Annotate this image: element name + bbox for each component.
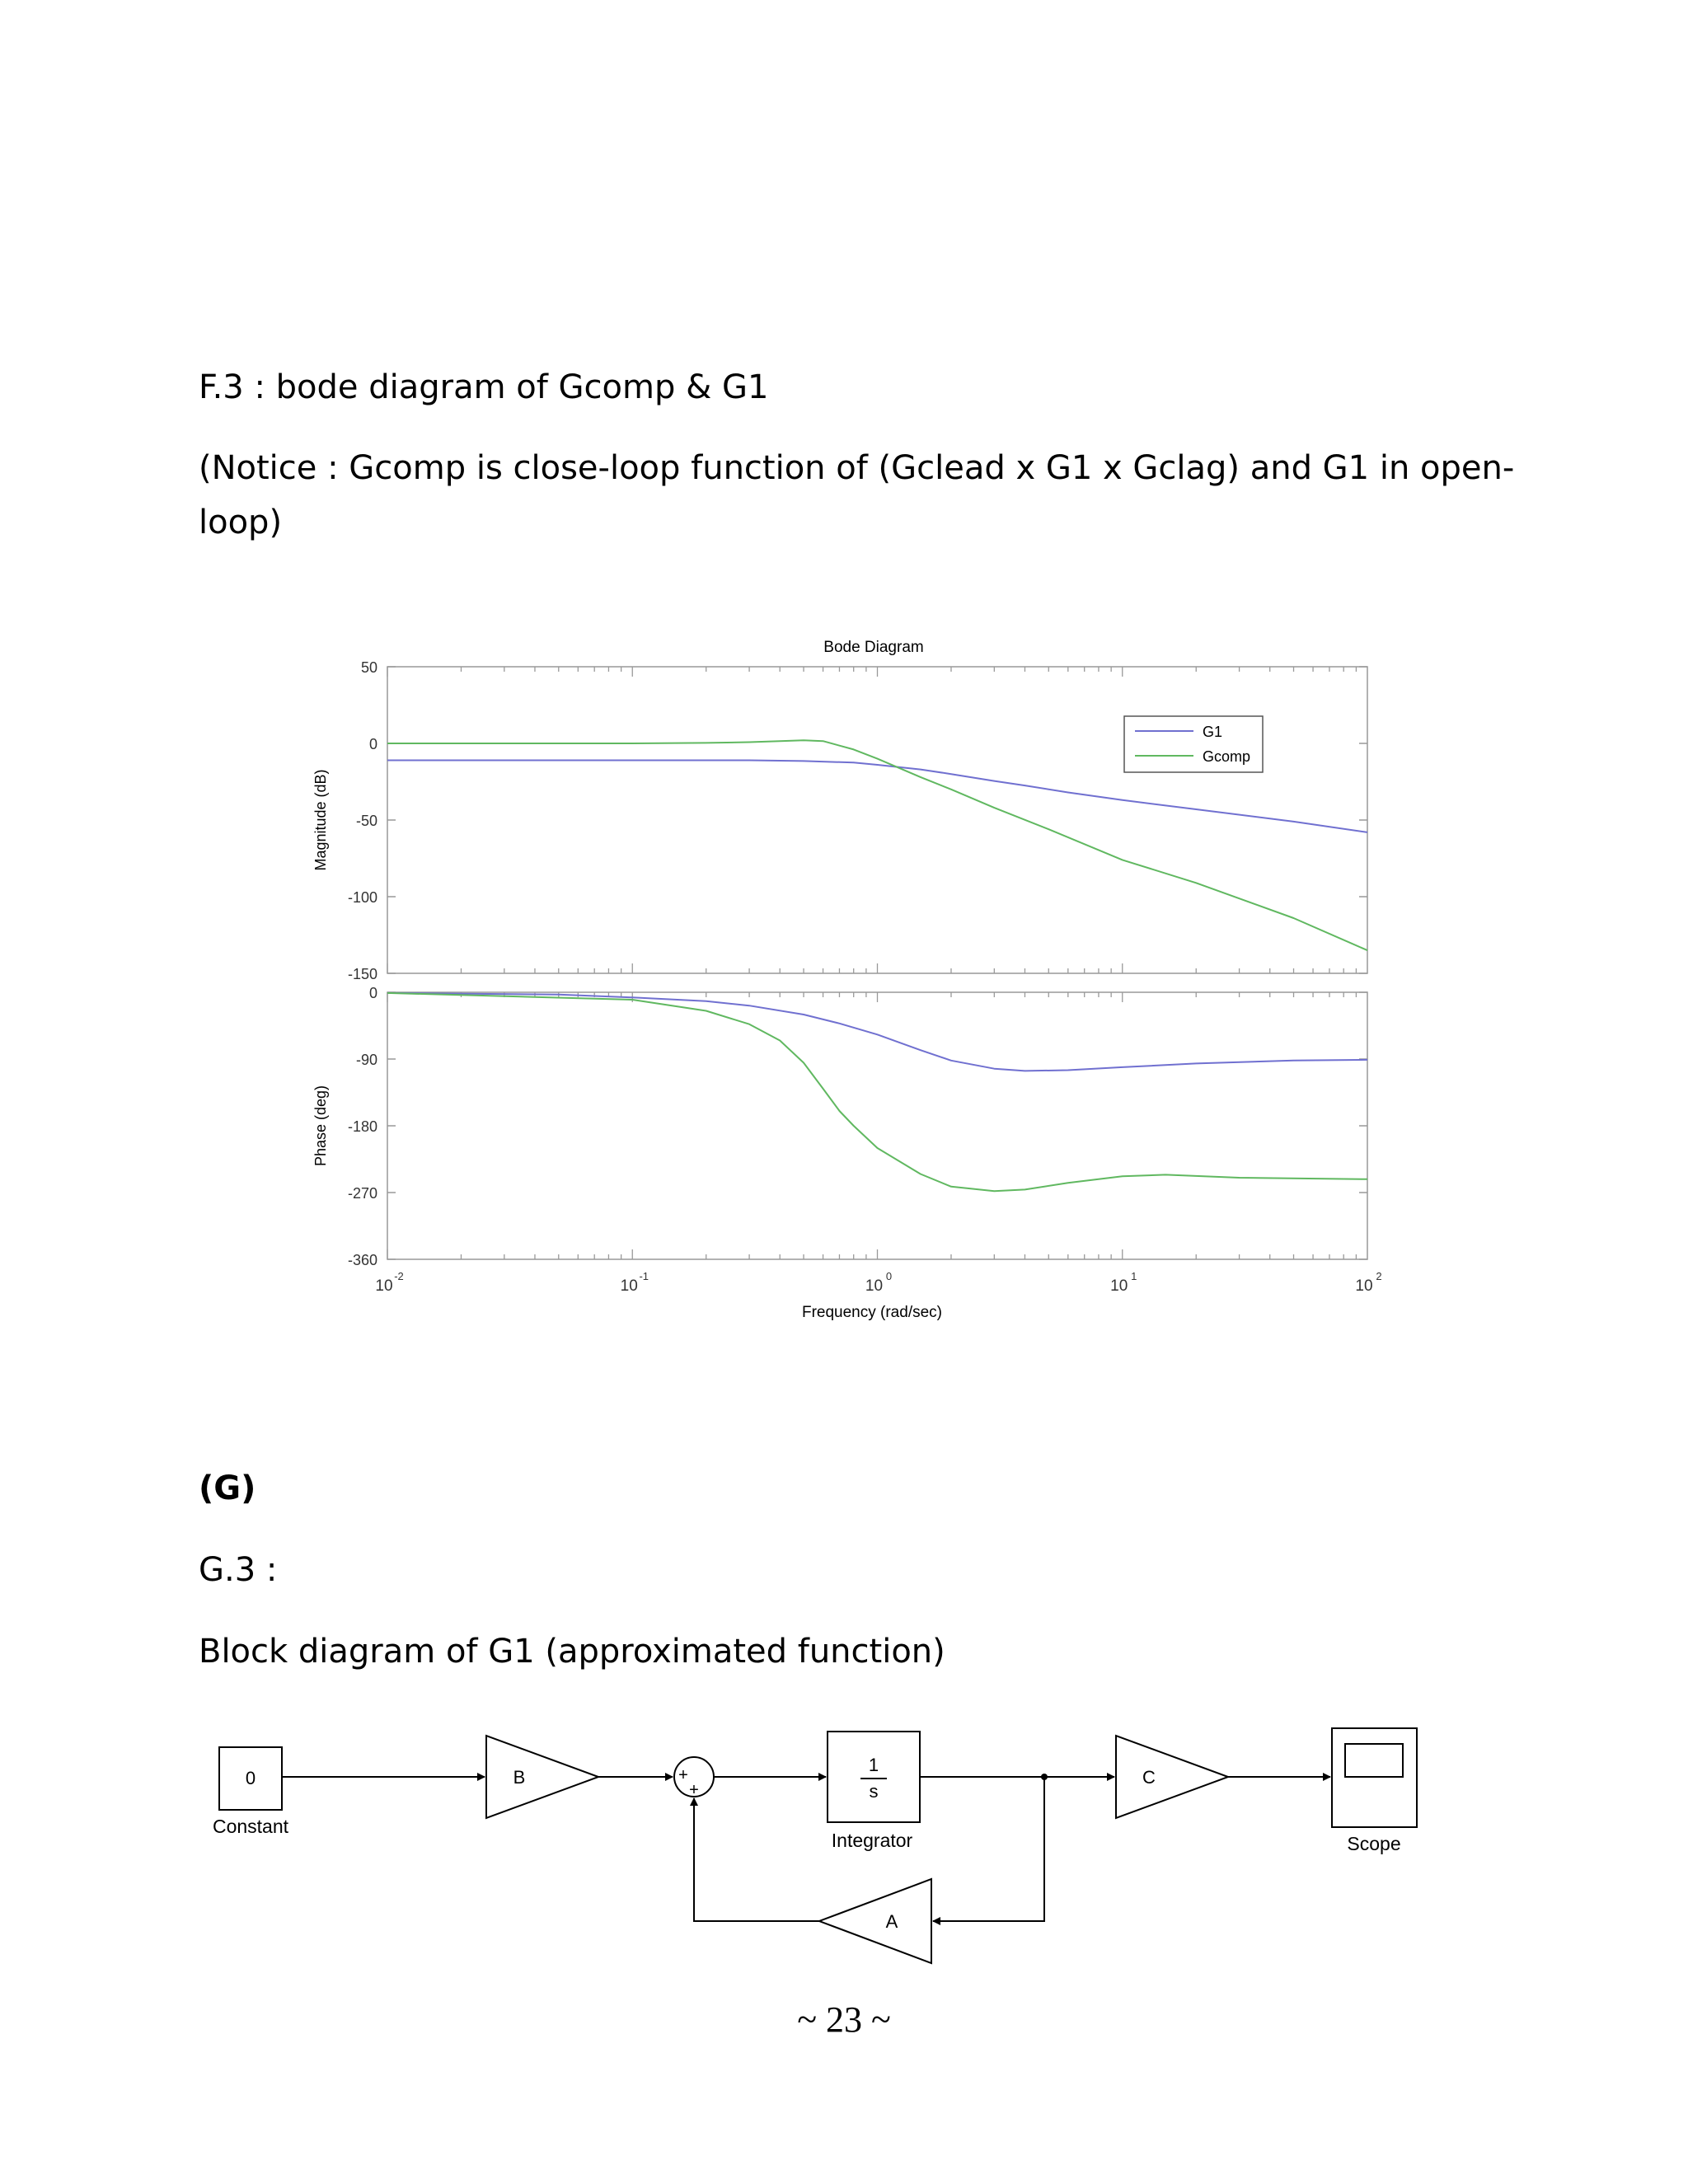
f3-notice-line2: loop) bbox=[199, 504, 283, 541]
x-tick-exponent: 0 bbox=[885, 1270, 893, 1282]
gain-b-block[interactable] bbox=[486, 1736, 598, 1818]
integrator-block[interactable] bbox=[828, 1732, 920, 1822]
x-tick-label: 10 bbox=[1355, 1277, 1373, 1295]
scope-label: Scope bbox=[1347, 1833, 1401, 1854]
x-tick-exponent: -1 bbox=[639, 1270, 649, 1282]
gain-c-block[interactable] bbox=[1116, 1736, 1228, 1818]
gain-b-label: B bbox=[513, 1767, 526, 1788]
gain-c-label: C bbox=[1142, 1767, 1156, 1788]
chart-title: Bode Diagram bbox=[823, 639, 924, 656]
legend-g1-label: G1 bbox=[1203, 724, 1223, 740]
g-heading: (G) bbox=[199, 1469, 256, 1507]
integrator-denominator: s bbox=[869, 1781, 879, 1802]
y-tick-label: -360 bbox=[347, 1252, 377, 1268]
sum-sign-2: + bbox=[689, 1781, 699, 1799]
phase-ylabel: Phase (deg) bbox=[312, 1085, 329, 1167]
y-tick-label: -150 bbox=[347, 966, 377, 982]
chart-xlabel: Frequency (rad/sec) bbox=[801, 1304, 943, 1321]
wire-a-to-sum bbox=[694, 1798, 819, 1921]
branch-point bbox=[1041, 1774, 1048, 1780]
block-caption: Block diagram of G1 (approximated function) bbox=[199, 1633, 945, 1671]
x-tick-exponent: -2 bbox=[394, 1270, 404, 1282]
y-tick-label: -180 bbox=[347, 1118, 377, 1135]
y-tick-label: -90 bbox=[355, 1052, 377, 1068]
sum-sign-1: + bbox=[678, 1766, 688, 1784]
integrator-numerator: 1 bbox=[868, 1755, 879, 1775]
x-tick-exponent: 2 bbox=[1376, 1270, 1382, 1282]
x-tick-label: 10 bbox=[375, 1277, 393, 1295]
constant-label: Constant bbox=[212, 1816, 289, 1837]
y-tick-label: 0 bbox=[368, 736, 377, 752]
page-number: ~ 23 ~ bbox=[797, 1999, 891, 2040]
f3-title: F.3 : bode diagram of Gcomp & G1 bbox=[199, 368, 769, 406]
gain-a-block[interactable] bbox=[819, 1879, 931, 1963]
integrator-label: Integrator bbox=[831, 1830, 913, 1851]
magnitude-ylabel: Magnitude (dB) bbox=[312, 769, 329, 871]
y-tick-label: -50 bbox=[355, 813, 377, 829]
f3-notice-line1: (Notice : Gcomp is close-loop function of (Gclead x G1 x Gclag) and G1 in open- bbox=[199, 449, 1515, 487]
x-tick-label: 10 bbox=[620, 1277, 638, 1295]
y-tick-label: -100 bbox=[347, 889, 377, 906]
legend-gcomp-label: Gcomp bbox=[1203, 748, 1251, 765]
x-tick-exponent: 1 bbox=[1131, 1270, 1137, 1282]
y-tick-label: -270 bbox=[347, 1185, 377, 1202]
x-tick-label: 10 bbox=[1110, 1277, 1128, 1295]
y-tick-label: 0 bbox=[368, 985, 377, 1001]
y-tick-label: 50 bbox=[360, 659, 377, 676]
g3-label: G.3 : bbox=[199, 1551, 278, 1589]
gain-a-label: A bbox=[885, 1911, 898, 1932]
constant-value: 0 bbox=[245, 1768, 256, 1788]
wire-feedback-to-a bbox=[933, 1777, 1044, 1921]
x-tick-label: 10 bbox=[865, 1277, 884, 1295]
